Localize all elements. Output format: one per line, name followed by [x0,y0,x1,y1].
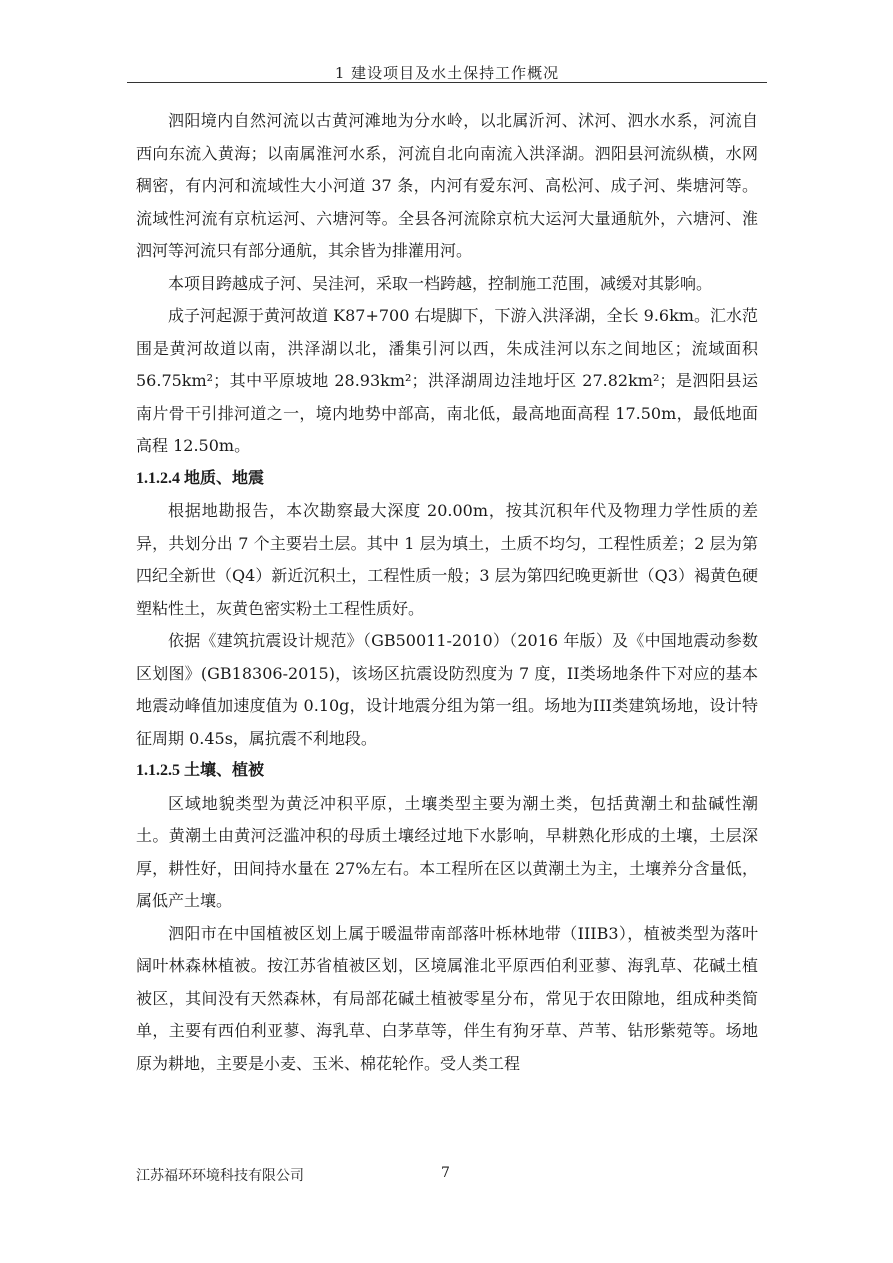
running-header: 1 建设项目及水土保持工作概况 [334,64,560,82]
paragraph-seismic: 依据《建筑抗震设计规范》（GB50011-2010）（2016 年版）及《中国地震动参数区划图》(GB18306-2015)，该场区抗震设防烈度为 7 度，II类场地条件下对应的基本地震动峰值加速度值为 0.10g，设计地震分组为第一组。场地为III类建筑场地，设计特征周期 0.45s，属抗震不利地段。 [136,631,758,748]
paragraph-chengzi-river: 成子河起源于黄河故道 K87+700 右堤脚下，下游入洪泽湖，全长 9.6km。汇水范围是黄河故道以南，洪泽湖以北，潘集引河以西，朱成洼河以东之间地区；流域面积 56.75km²；其中平原坡地 28.93km²；洪泽湖周边洼地圩区 27.82km²；是泗阳县运南片骨干引排河道之一，境内地势中部高，南北低，最高地面高程 17.50m，最低地面高程 12.50m。 [136,306,758,455]
section-heading-geology: 1.1.2.4 地质、地震 [136,469,265,487]
paragraph-soil: 区域地貌类型为黄泛冲积平原，土壤类型主要为潮土类，包括黄潮土和盐碱性潮土。黄潮土由黄河泛滥冲积的母质土壤经过地下水影响，早耕熟化形成的土壤，土层深厚，耕性好，田间持水量在 27%左右。本工程所在区以黄潮土为主，土壤养分含量低，属低产土壤。 [136,793,758,910]
section-heading-soil: 1.1.2.5 土壤、植被 [136,762,265,779]
page-number: 7 [441,1165,450,1181]
paragraph-crossing: 本项目跨越成子河、吴洼河，采取一档跨越，控制施工范围，减缓对其影响。 [168,273,713,293]
paragraph-geology: 根据地勘报告，本次勘察最大深度 20.00m，按其沉积年代及物理力学性质的差异，共划分出 7 个主要岩土层。其中 1 层为填土，土质不均匀，工程性质差；2 层为第四纪全新世（Q4）新近沉积土，工程性质一般；3 层为第四纪晚更新世（Q3）褐黄色硬塑粘性土，灰黄色密实粉土工程性质好。 [136,501,758,618]
document-body [136,105,758,1080]
paragraph-rivers: 泗阳境内自然河流以古黄河滩地为分水岭，以北属沂河、沭河、泗水水系，河流自西向东流入黄海；以南属淮河水系，河流自北向南流入洪泽湖。泗阳县河流纵横，水网稠密，有内河和流域性大小河道 37 条，内河有爱东河、高松河、成子河、柴塘河等。流域性河流有京杭运河、六塘河等。全县各河流除京杭大运河大量通航外，六塘河、淮泗河等河流只有部分通航，其余皆为排灌用河。 [136,111,758,260]
paragraph-vegetation: 泗阳市在中国植被区划上属于暖温带南部落叶栎林地带（IIIB3），植被类型为落叶阔叶林森林植被。按江苏省植被区划，区境属淮北平原西伯利亚蓼、海乳草、花碱土植被区，其间没有天然森林，有局部花碱土植被零星分布，常见于农田隙地，组成种类简单，主要有西伯利亚蓼、海乳草、白茅草等，伴生有狗牙草、芦苇、钻形紫菀等。场地原为耕地，主要是小麦、玉米、棉花轮作。受人类工程 [136,923,758,1073]
footer-company: 江苏福环环境科技有限公司 [136,1168,304,1184]
header-divider [127,82,767,83]
